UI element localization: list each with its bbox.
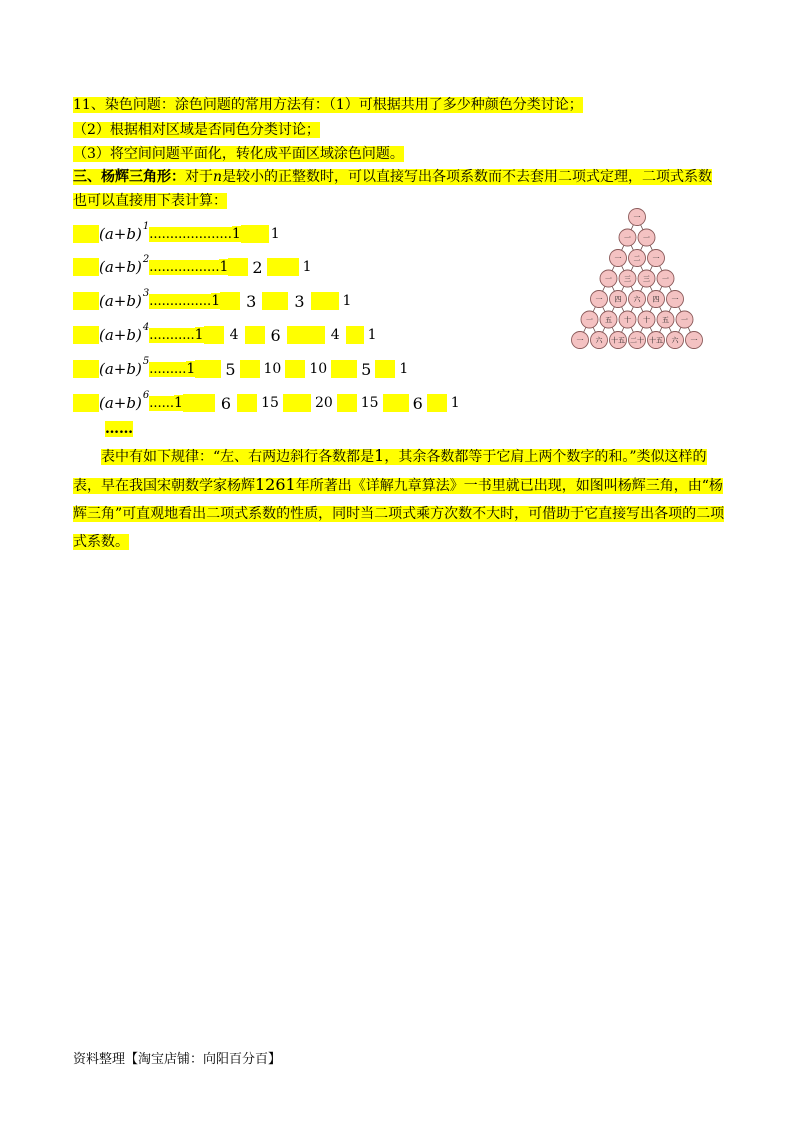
triangle-node-label: 一 — [643, 234, 650, 242]
triangle-node-label: 一 — [614, 254, 622, 263]
coloring-line-1-text: 11、染色问题：涂色问题的常用方法有：（1）可根据共用了多少种颜色分类讨论； — [73, 97, 583, 113]
coef: 1 — [399, 361, 409, 377]
ellipsis: …… — [105, 421, 133, 437]
coef: 20 — [314, 395, 333, 411]
coef: 1 — [174, 395, 183, 411]
coef: 1 — [231, 226, 241, 242]
coef: 4 — [229, 327, 239, 343]
triangle-node-label: 十五 — [649, 336, 663, 345]
intro-line-2-text: 也可以直接用下表计算： — [73, 193, 227, 209]
coef: 1 — [186, 361, 196, 377]
triangle-node-label: 三 — [624, 275, 631, 283]
triangle-node-label: 一 — [576, 336, 584, 345]
coef: 5 — [361, 359, 372, 379]
triangle-node-label: 五 — [605, 316, 612, 324]
triangle-node-label: 一 — [624, 234, 631, 242]
triangle-node-label: 二 — [633, 254, 641, 263]
coef: 2 — [252, 257, 263, 277]
para-year: 1261 — [255, 475, 296, 494]
triangle-node-label: 一 — [586, 316, 593, 324]
coef: 1 — [302, 259, 312, 275]
para-one: 1 — [374, 446, 385, 465]
binomial-expr: (a+b) 4 — [99, 321, 150, 344]
triangle-node-label: 一 — [671, 295, 679, 304]
binomial-expr: (a+b) 6 — [99, 389, 150, 412]
coef: 6 — [270, 325, 281, 345]
ellipsis-row — [105, 418, 133, 440]
coef: 6 — [220, 393, 232, 413]
row-dots: ...... — [149, 395, 174, 411]
triangle-node-label: 十五 — [611, 336, 625, 345]
triangle-node-label: 一 — [595, 295, 603, 304]
triangle-node-label: 一 — [662, 275, 669, 283]
coef: 1 — [270, 226, 280, 242]
coef: 6 — [412, 393, 423, 413]
expansion-row-6 — [73, 391, 460, 415]
binomial-expr: (a+b) 5 — [99, 355, 150, 378]
coef: 4 — [330, 327, 340, 343]
binomial-expr: (a+b) 2 — [99, 253, 150, 276]
coef: 3 — [294, 291, 305, 311]
yanghui-intro-line-1 — [73, 166, 712, 188]
coef: 5 — [225, 359, 236, 379]
triangle-node-label: 二十 — [630, 336, 644, 345]
coef: 10 — [309, 361, 328, 377]
triangle-node-label: 六 — [633, 295, 641, 304]
row-dots: ........... — [149, 327, 195, 343]
yanghui-intro-line-2 — [73, 190, 227, 212]
coef: 10 — [263, 361, 282, 377]
coef: 1 — [342, 293, 352, 309]
triangle-node-label: 六 — [595, 336, 603, 345]
triangle-node-label: 一 — [633, 213, 641, 222]
triangle-node-label: 一 — [605, 275, 612, 283]
expansion-row-2 — [73, 255, 311, 279]
expansion-row-3 — [73, 289, 351, 313]
expansion-row-1 — [73, 222, 280, 246]
para-part-3: 年所著出《详解九章算法》一书里就已出现，如图叫杨辉三角，由“杨辉三角”可直观地看出二项式系数的性质，同时当二项式乘方次数不大时，可借助于它直接写出各项的二项式系数。 — [73, 478, 725, 550]
coef: 15 — [360, 395, 379, 411]
triangle-node-label: 一 — [681, 316, 688, 324]
coef: 1 — [219, 259, 229, 275]
triangle-node-label: 三 — [643, 275, 650, 283]
coloring-line-2 — [73, 119, 320, 141]
coloring-line-3-text: （3）将空间问题平面化，转化成平面区域涂色问题。 — [73, 146, 404, 162]
triangle-node-label: 十 — [643, 316, 650, 324]
coef: 15 — [261, 395, 279, 411]
binomial-expr: (a+b) 1 — [99, 220, 150, 243]
triangle-node-label: 十 — [624, 316, 631, 324]
intro-text-a: 对于 — [185, 169, 213, 185]
footer-note: 资料整理【淘宝店铺：向阳百分百】 — [73, 1052, 282, 1067]
coef: 1 — [450, 395, 460, 411]
triangle-node-label: 五 — [662, 316, 669, 324]
coef: 3 — [246, 291, 257, 311]
coloring-line-3 — [73, 143, 404, 165]
triangle-node-label: 一 — [652, 254, 660, 263]
triangle-node-label: 一 — [690, 336, 698, 345]
row-dots: .................... — [149, 226, 232, 242]
coloring-line-1 — [73, 94, 583, 116]
para-part-2: ，其余各数都等于它肩上两个数字的和。”类似这样的表，早在我国宋朝数学家杨辉 — [73, 449, 707, 494]
coef: 1 — [211, 293, 221, 309]
yanghui-triangle-figure — [562, 205, 712, 365]
row-dots: ............... — [149, 293, 212, 309]
coef: 1 — [367, 327, 377, 343]
triangle-node-label: 四 — [652, 295, 660, 304]
yanghui-title: 三、杨辉三角形： — [73, 169, 185, 185]
triangle-node-label: 六 — [671, 336, 679, 345]
var-n: n — [213, 169, 223, 185]
expansion-row-5 — [73, 357, 408, 381]
triangle-node-label: 四 — [614, 295, 622, 304]
binomial-expr: (a+b) 3 — [99, 287, 150, 310]
coef: 1 — [194, 327, 204, 343]
coloring-line-2-text: （2）根据相对区域是否同色分类讨论； — [73, 122, 320, 138]
intro-text-b: 是较小的正整数时，可以直接写出各项系数而不去套用二项式定理，二项式系数 — [222, 169, 713, 185]
rule-paragraph — [73, 442, 727, 556]
row-dots: ......... — [149, 361, 187, 377]
expansion-row-4 — [73, 323, 377, 347]
para-part-1: 表中有如下规律：“左、右两边斜行各数都是 — [101, 449, 375, 465]
row-dots: ................. — [149, 259, 220, 275]
